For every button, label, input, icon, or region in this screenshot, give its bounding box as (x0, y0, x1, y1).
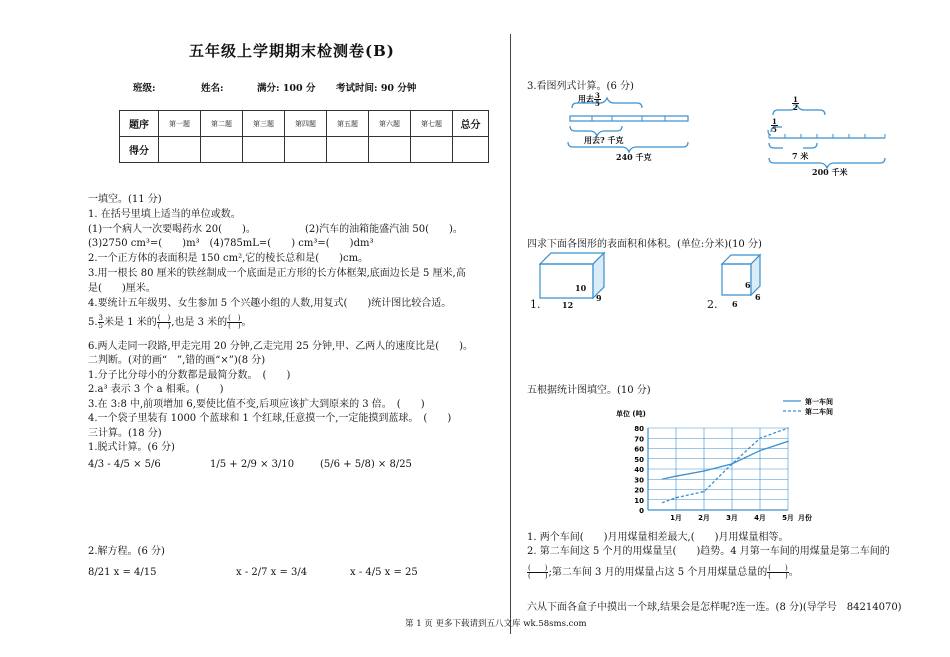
score-col-5: 第五题 (327, 111, 369, 137)
score-col-3: 第三题 (243, 111, 285, 137)
sec3b-title: 3.看图列式计算。(6 分) (527, 81, 634, 92)
y-tick-label: 20 (634, 486, 644, 495)
sec1-q1c: (3)2750 cm³=( )m³ (4)785mL=( ) cm³=( )dm³ (88, 238, 374, 249)
class-label: 班级: (133, 83, 156, 94)
cuboid-figure (535, 250, 615, 302)
line-chart (590, 395, 850, 525)
d1-top-label (578, 92, 601, 107)
d2-left-frac-inner (771, 118, 778, 133)
f1-length: 12 (562, 300, 574, 310)
score-cell[interactable] (243, 137, 285, 163)
d1-total: 240 千克 (616, 152, 652, 162)
sec2-q2: 2.a³ 表示 3 个 a 相乘。( ) (88, 384, 224, 395)
sec6-title: 六从下面各盒子中摸出一个球,结果会是怎样呢?连一连。(8 分)(导学号 84214070) (527, 602, 902, 613)
calc-3: (5/6 + 5/8) × 8/25 (320, 459, 412, 470)
score-total-label: 总分 (453, 111, 489, 137)
series-point (759, 437, 761, 439)
sec3-title: 三计算。(18 分) (88, 428, 162, 439)
q5-blank-frac-1[interactable]: $\frac{( )}{( )}$ (157, 314, 171, 330)
sec1-q5 (88, 315, 252, 330)
sec1-title: 一填空。(11 分) (88, 194, 162, 205)
d2-top-frac (792, 96, 799, 111)
score-cell-total[interactable] (453, 137, 489, 163)
f2-b: 6 (755, 292, 761, 302)
f1-height: 10 (575, 283, 587, 293)
score-table (119, 110, 489, 163)
series-point (675, 475, 677, 477)
d2-top-num: 1 (793, 95, 798, 104)
sec1-q2: 2.一个正方体的表面积是 150 cm²,它的棱长总和是( )cm。 (88, 253, 369, 264)
sec1-q3b: 是( )厘米。 (88, 283, 156, 294)
x-axis-label: 月份 (798, 514, 812, 522)
score-row-label-2: 得分 (120, 137, 159, 163)
sec1-q1a: (1)一个病人一次要喝药水 20( )。 (88, 224, 256, 235)
score-col-6: 第六题 (369, 111, 411, 137)
d2-top-den: 2 (793, 103, 798, 112)
score-col-4: 第四题 (285, 111, 327, 137)
sec5-q1: 1. 两个车间( )月用煤量相差最大,( )月用煤量相等。 (527, 532, 789, 543)
d2-total: 200 千米 (812, 167, 848, 177)
exam-time: 考试时间: 90 分钟 (336, 83, 417, 94)
series-point (787, 441, 789, 443)
d2-left-den: 5 (772, 125, 777, 134)
y-tick-label: 50 (634, 455, 644, 464)
chart-grid (648, 428, 788, 510)
d1-top-frac (594, 92, 601, 107)
q5-end: 。 (241, 317, 252, 328)
name-label: 姓名: (201, 83, 224, 94)
f1-label: 1. (530, 298, 541, 311)
y-tick-label: 70 (634, 435, 644, 444)
page-title: 五年级上学期期末检测卷(B) (189, 42, 395, 60)
calc-2: 1/5 + 2/9 × 3/10 (210, 459, 295, 470)
series-point (703, 470, 705, 472)
sec2-q1: 1.分子比分母小的分数都是最简分数。 ( ) (88, 370, 291, 381)
q2b-end: 。 (788, 567, 799, 578)
y-tick-label: 10 (634, 496, 644, 505)
sec4-title: 四求下面各图形的表面积和体积。(单位:分米)(10 分) (527, 239, 762, 250)
d2-mid: 7 米 (792, 151, 809, 161)
sec2-q4: 4.一个袋子里装有 1000 个蓝球和 1 个红球,任意摸一个,一定能摸到蓝球。 ( ) (88, 413, 452, 424)
y-tick-label: 80 (634, 425, 644, 433)
sec2-q3: 3.在 3:8 中,前项增加 6,要使比值不变,后项应该扩大到原来的 3 倍。 ( ) (88, 399, 425, 410)
sec1-q6: 6.两人走同一段路,甲走完用 20 分钟,乙走完用 25 分钟,甲、乙两人的速度比是( )。 (88, 341, 474, 352)
score-col-1: 第一题 (159, 111, 201, 137)
q5-num: 3 (98, 314, 104, 322)
series-point (675, 497, 677, 499)
d1-frac-den: 5 (595, 99, 600, 108)
q5-den: 5 (98, 322, 104, 330)
sec1-q4: 4.要统计五年级男、女生参加 5 个兴趣小组的人数,用复式( )统计图比较合适。 (88, 298, 452, 309)
d1-top-text: 用去 (578, 93, 594, 104)
sec1-q1b: (2)汽车的油箱能盛汽油 50( )。 (305, 224, 463, 235)
y-tick-label: 30 (634, 476, 644, 485)
series-line-1 (662, 441, 788, 479)
d2-left-num: 1 (772, 117, 777, 126)
x-tick-label: 3月 (726, 514, 738, 522)
sec5-q2b (527, 565, 799, 580)
f1-width: 9 (596, 293, 602, 303)
eq-2: x - 2/7 x = 3/4 (236, 567, 308, 578)
q2b-blank-frac-1[interactable]: $\frac{( )}{( )}$ (528, 564, 548, 580)
sec5-q2a: 2. 第二车间这 5 个月的用煤量呈( )趋势。4 月第一车间的用煤量是第二车间的 (527, 546, 890, 557)
eq-3: x - 4/5 x = 25 (350, 567, 418, 578)
y-axis-label: 单位 (吨) (616, 410, 646, 418)
series-point (703, 491, 705, 493)
d1-frac-num: 3 (595, 91, 600, 100)
d2-top-frac-inner (792, 96, 799, 111)
f2-a: 6 (732, 299, 738, 309)
calc-1: 4/3 - 4/5 × 5/6 (88, 459, 161, 470)
score-cell[interactable] (369, 137, 411, 163)
q5-blank-frac-2[interactable]: $\frac{( )}{( )}$ (228, 314, 241, 330)
score-row-label: 题序 (120, 111, 159, 137)
series-point (759, 450, 761, 452)
q2b-blank-frac-2[interactable]: $\frac{( )}{( )}$ (768, 564, 788, 580)
q5-mid: 米是 1 米的 (104, 317, 157, 328)
sec1-q3a: 3.用一根长 80 厘米的铁丝制成一个底面是正方形的长方体框架,底面边长是 5 厘米,高 (88, 268, 466, 279)
y-tick-label: 0 (639, 507, 644, 515)
x-tick-label: 5月 (782, 514, 794, 522)
cube-figure (719, 252, 769, 302)
legend-label: 第一车间 (805, 398, 833, 406)
q2b-num: ( ) (528, 564, 548, 572)
d1-question: 用去? 千克 (584, 135, 624, 145)
sec2-title: 二判断。(对的画“ ”,错的画“×”)(8 分) (88, 355, 266, 366)
sec1-q1: 1. 在括号里填上适当的单位或数。 (88, 209, 241, 220)
score-col-7: 第七题 (411, 111, 453, 137)
column-divider (510, 34, 511, 634)
footer: 第 1 页 更多下载请到五八文库 wk.58sms.com (405, 619, 587, 629)
full-score: 满分: 100 分 (257, 83, 316, 94)
x-tick-label: 2月 (698, 514, 710, 522)
y-tick-label: 60 (634, 445, 644, 454)
legend-label: 第二车间 (805, 408, 833, 416)
d2-left-frac (771, 118, 778, 133)
y-tick-label: 40 (634, 466, 644, 474)
sec3-sub1: 1.脱式计算。(6 分) (88, 442, 175, 453)
sec3-sub2: 2.解方程。(6 分) (88, 546, 165, 557)
score-cell[interactable] (201, 137, 243, 163)
q2b-mid: ;第二车间 3 月的用煤量占这 5 个月用煤量总量的 (548, 567, 768, 578)
score-cell[interactable] (411, 137, 453, 163)
series-point (731, 463, 733, 465)
x-tick-label: 1月 (670, 514, 682, 522)
series-point (787, 427, 789, 429)
x-tick-label: 4月 (754, 514, 766, 522)
f2-label: 2. (707, 298, 718, 311)
f2-c: 6 (745, 280, 751, 290)
q5-prefix: 5. (88, 317, 98, 328)
score-cell[interactable] (327, 137, 369, 163)
score-cell[interactable] (159, 137, 201, 163)
score-col-2: 第二题 (201, 111, 243, 137)
score-cell[interactable] (285, 137, 327, 163)
eq-1: 8/21 x = 4/15 (88, 567, 157, 578)
sec5-title: 五根据统计图填空。(10 分) (527, 385, 651, 396)
q5-mid2: ,也是 3 米的 (171, 317, 228, 328)
